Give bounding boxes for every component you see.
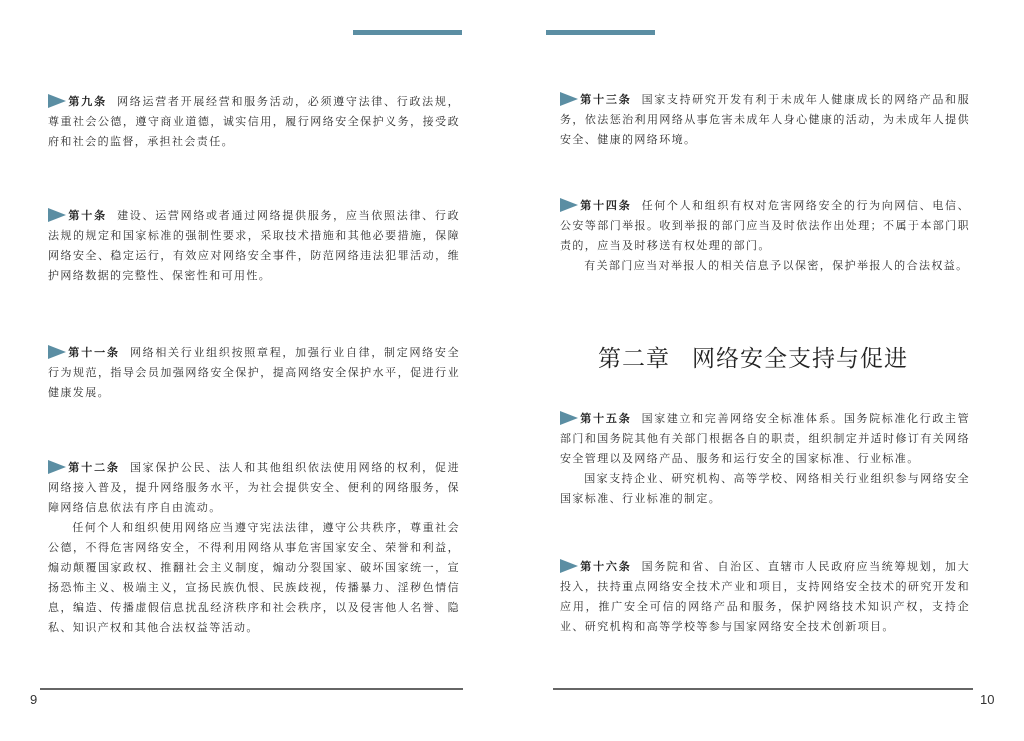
- chapter-title: [598, 340, 908, 373]
- article-text: 国务院和省、自治区、直辖市人民政府应当统筹规划，加大投入，扶持重点网络安全技术产业和项目，支持网络安全技术的研究开发和应用，推广安全可信的网络产品和服务，保护网络技术知识产权，支持企业、研究机构和高等学校等参与国家网络安全技术创新项目。: [560, 560, 970, 633]
- article-text: 国家支持研究开发有利于未成年人健康成长的网络产品和服务，依法惩治利用网络从事危害未成年人身心健康的活动，为未成年人提供安全、健康的网络环境。: [560, 93, 970, 146]
- article-text: 网络运营者开展经营和服务活动，必须遵守法律、行政法规，尊重社会公德，遵守商业道德，诚实信用，履行网络安全保护义务，接受政府和社会的监督，承担社会责任。: [48, 95, 460, 148]
- chapter-name: 网络安全支持与促进: [692, 346, 908, 372]
- triangle-marker-icon: [560, 559, 578, 573]
- article-text: 建设、运营网络或者通过网络提供服务，应当依照法律、行政法规的规定和国家标准的强制性要求，采取技术措施和其他必要措施，保障网络安全、稳定运行，有效应对网络安全事件，防范网络违法犯罪活动，维护网络数据的完整性、保密性和可用性。: [48, 209, 460, 282]
- triangle-marker-icon: [560, 198, 578, 212]
- article-13: [560, 90, 970, 150]
- article-label: 第十一条: [68, 346, 120, 359]
- article-text: 任何个人和组织使用网络应当遵守宪法法律，遵守公共秩序，尊重社会公德，不得危害网络安全，不得利用网络从事危害国家安全、荣誉和利益，煽动颠覆国家政权、推翻社会主义制度，煽动分裂国家、破坏国家统一，宣扬恐怖主义、极端主义，宣扬民族仇恨、民族歧视，传播暴力、淫秽色情信息，编造、传播虚假信息扰乱经济秩序和社会秩序，以及侵害他人名誉、隐私、知识产权和其他合法权益等活动。: [48, 521, 460, 634]
- article-12: [48, 458, 460, 638]
- article-9: [48, 92, 460, 152]
- article-text: 有关部门应当对举报人的相关信息予以保密，保护举报人的合法权益。: [584, 259, 969, 272]
- article-text: 网络相关行业组织按照章程，加强行业自律，制定网络安全行为规范，指导会员加强网络安全保护，提高网络安全保护水平，促进行业健康发展。: [48, 346, 460, 399]
- article-label: 第十三条: [580, 93, 632, 106]
- article-text: 国家支持企业、研究机构、高等学校、网络相关行业组织参与网络安全国家标准、行业标准的制定。: [560, 472, 970, 505]
- bottom-rule-right: [553, 688, 973, 690]
- page-number-right: 10: [980, 692, 995, 707]
- triangle-marker-icon: [48, 94, 66, 108]
- article-11: [48, 343, 460, 403]
- article-14: [560, 196, 970, 276]
- article-label: 第十四条: [580, 199, 632, 212]
- article-text: 任何个人和组织有权对危害网络安全的行为向网信、电信、公安等部门举报。收到举报的部门应当及时依法作出处理；不属于本部门职责的，应当及时移送有权处理的部门。: [560, 199, 970, 252]
- article-label: 第十条: [68, 209, 108, 222]
- bottom-rule-left: [40, 688, 463, 690]
- chapter-number: 第二章: [598, 346, 670, 372]
- triangle-marker-icon: [48, 345, 66, 359]
- article-text: 国家建立和完善网络安全标准体系。国务院标准化行政主管部门和国务院其他有关部门根据各自的职责，组织制定并适时修订有关网络安全管理以及网络产品、服务和运行安全的国家标准、行业标准。: [560, 412, 970, 465]
- top-accent-bar-left: [353, 30, 462, 35]
- triangle-marker-icon: [560, 411, 578, 425]
- triangle-marker-icon: [48, 460, 66, 474]
- article-15: [560, 409, 970, 509]
- page-number-left: 9: [30, 692, 38, 707]
- article-label: 第十六条: [580, 560, 632, 573]
- triangle-marker-icon: [48, 208, 66, 222]
- article-label: 第九条: [68, 95, 108, 108]
- article-label: 第十五条: [580, 412, 632, 425]
- article-10: [48, 206, 460, 286]
- top-accent-bar-right: [546, 30, 655, 35]
- article-16: [560, 557, 970, 637]
- article-label: 第十二条: [68, 461, 120, 474]
- article-text: 国家保护公民、法人和其他组织依法使用网络的权利，促进网络接入普及，提升网络服务水平，为社会提供安全、便利的网络服务，保障网络信息依法有序自由流动。: [48, 461, 460, 514]
- triangle-marker-icon: [560, 92, 578, 106]
